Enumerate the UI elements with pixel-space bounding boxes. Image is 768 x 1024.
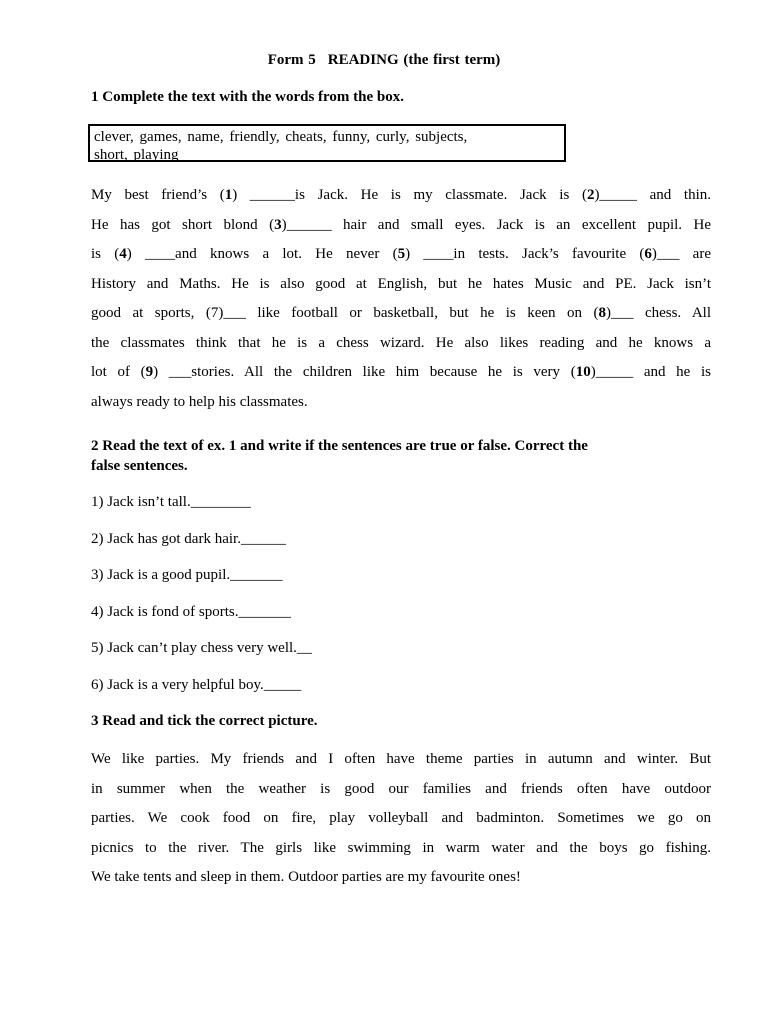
text-line: in summer when the weather is good our families and friends often have outdoor <box>91 780 711 797</box>
page-title <box>0 52 768 69</box>
text-line: the classmates think that he is a chess wizard. He also likes reading and he knows a <box>91 334 711 351</box>
text-line: My best friend’s (1) ______is Jack. He is my classmate. Jack is (2)_____ and thin. <box>91 187 711 203</box>
text-line: picnics to the river. The girls like swimming in warm water and the boys go fishing. <box>91 839 711 856</box>
statement-4: 4) Jack is fond of sports._______ <box>91 604 291 620</box>
exercise-1-heading: 1 Complete the text with the words from the box. <box>91 89 405 105</box>
exercise-1-text <box>91 181 711 417</box>
text-line: always ready to help his classmates. <box>91 393 308 410</box>
title-label: READING (the first term) <box>327 52 501 68</box>
text-line: good at sports, (7)___ like football or basketball, but he is keen on (8)___ chess. All <box>91 305 712 321</box>
statement-5: 5) Jack can’t play chess very well.__ <box>91 640 312 656</box>
text-line: lot of (9) ___stories. All the children like him because he is very (10)_____ and he is <box>91 364 711 380</box>
text-line: He has got short blond (3)______ hair and small eyes. Jack is an excellent pupil. He <box>91 216 711 233</box>
text-line: parties. We cook food on fire, play volleyball and badminton. Sometimes we go on <box>91 810 711 826</box>
exercise-2-heading: 2 Read the text of ex. 1 and write if the sentences are true or false. Correct the false sentences. <box>91 438 588 474</box>
word-box <box>88 124 566 162</box>
text-line: We like parties. My friends and I often have theme parties in autumn and winter. But <box>91 751 711 767</box>
form-label: Form 5 <box>267 52 316 68</box>
word-box-line: clever, games, name, friendly, cheats, funny, curly, subjects, <box>94 129 468 145</box>
exercise-3-text <box>91 745 711 893</box>
word-box-line: short, playing <box>94 147 179 163</box>
text-line: History and Maths. He is also good at English, but he hates Music and PE. Jack isn’t <box>91 275 711 292</box>
statement-1: 1) Jack isn’t tall.________ <box>91 494 251 510</box>
exercise-3-heading: 3 Read and tick the correct picture. <box>91 713 318 729</box>
statement-2: 2) Jack has got dark hair.______ <box>91 531 286 547</box>
statement-3: 3) Jack is a good pupil._______ <box>91 567 283 583</box>
statement-6: 6) Jack is a very helpful boy._____ <box>91 677 302 693</box>
text-line: is (4) ____and knows a lot. He never (5) ____in tests. Jack’s favourite (6)___ are <box>91 246 711 262</box>
text-line: We take tents and sleep in them. Outdoor parties are my favourite ones! <box>91 869 521 885</box>
